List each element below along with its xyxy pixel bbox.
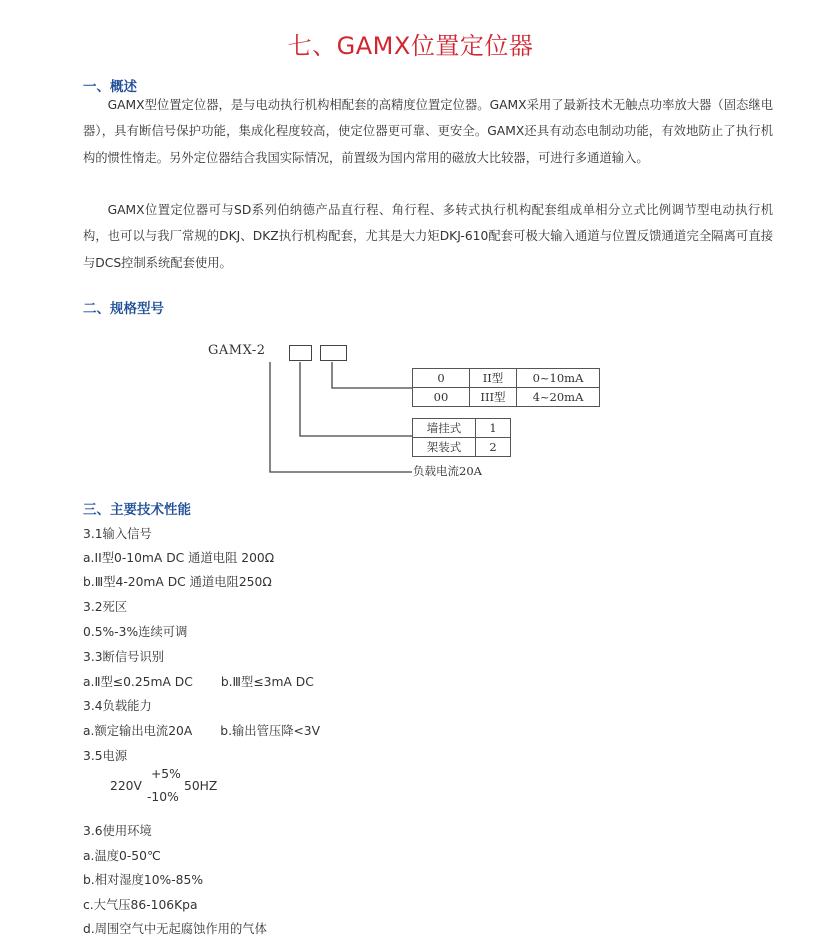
spec-environment-temperature: a.温度0-50℃: [83, 849, 161, 863]
page-title: 七、GAMX位置定位器: [287, 32, 534, 60]
connector-mount: [300, 362, 412, 436]
overview-paragraph-1: GAMX型位置定位器，是与电动执行机构相配套的高精度位置定位器。GAMX采用了最新技术无触点功率放大器（固态继电器），具有断信号保护功能，集成化程度较高，使定位器更可靠、更安全。GAMX还具有动态电制动功能，有效地防止了执行机构的惯性惰走。另外定位器结合我国实际情况，前置级为国内常用的磁放大比较器，可进行多通道输入。: [83, 98, 773, 165]
table-row: [413, 419, 511, 438]
spec-dead-zone-value: 0.5%-3%连续可调: [83, 625, 188, 639]
spec-environment-humidity: b.相对湿度10%-85%: [83, 873, 204, 887]
table-cell: 0: [413, 369, 470, 388]
mount-type-table: [412, 418, 511, 457]
overview-paragraph-2: GAMX位置定位器可与SD系列伯纳德产品直行程、角行程、多转式执行机构配套组成单相分立式比例调节型电动执行机构，也可以与我厂常规的DKJ、DKZ执行机构配套，尤其是大力矩DKJ-610配套可极大输入通道与位置反馈通道完全隔离可直接与DCS控制系统配套使用。: [83, 203, 773, 270]
load-current-note: 负载电流20A: [413, 464, 482, 478]
spec-environment: 3.6使用环境: [83, 824, 152, 838]
spec-input-signal-a: a.II型0-10mA DC 通道电阻 200Ω: [83, 551, 275, 565]
connector-load: [270, 362, 412, 472]
table-cell: 00: [413, 388, 470, 407]
spec-load-capacity: 3.4负载能力: [83, 699, 152, 713]
table-cell: 墙挂式: [413, 419, 476, 438]
table-row: [413, 388, 600, 407]
signal-type-table: [412, 368, 600, 407]
spec-power: 3.5电源: [83, 749, 128, 763]
spec-dead-zone: 3.2死区: [83, 600, 128, 614]
spec-signal-loss: 3.3断信号识别: [83, 650, 165, 664]
spec-load-capacity-b: b.输出管压降<3V: [220, 724, 321, 738]
power-voltage: 220V: [110, 779, 142, 793]
section-heading-overview: 一、概述: [83, 79, 137, 95]
section-heading-model: 二、规格型号: [83, 301, 164, 317]
power-tolerance-plus: +5%: [151, 767, 181, 781]
table-cell: III型: [470, 388, 517, 407]
table-cell: II型: [470, 369, 517, 388]
table-cell: 2: [476, 438, 511, 457]
table-cell: 4~20mA: [517, 388, 600, 407]
table-cell: 架装式: [413, 438, 476, 457]
table-row: [413, 369, 600, 388]
spec-signal-loss-b: b.Ⅲ型≤3mA DC: [220, 675, 314, 689]
spec-input-signal: 3.1输入信号: [83, 527, 152, 541]
power-frequency: 50HZ: [184, 779, 218, 793]
connector-signal: [332, 362, 412, 388]
model-number: GAMX-2: [208, 343, 266, 358]
spec-signal-loss-a: a.Ⅱ型≤0.25mA DC: [83, 675, 193, 689]
spec-environment-air: d.周围空气中无起腐蚀作用的气体: [83, 922, 267, 936]
spec-load-capacity-a: a.额定输出电流20A: [83, 724, 193, 738]
table-row: [413, 438, 511, 457]
spec-load-capacity-values: [83, 721, 320, 739]
spec-signal-loss-values: [83, 672, 314, 690]
spec-input-signal-b: b.Ⅲ型4-20mA DC 通道电阻250Ω: [83, 575, 272, 589]
power-formula: [110, 764, 270, 808]
table-cell: 0~10mA: [517, 369, 600, 388]
section-heading-specs: 三、主要技术性能: [83, 502, 191, 518]
spec-environment-pressure: c.大气压86-106Kpa: [83, 898, 198, 912]
power-tolerance-minus: -10%: [147, 790, 179, 804]
table-cell: 1: [476, 419, 511, 438]
